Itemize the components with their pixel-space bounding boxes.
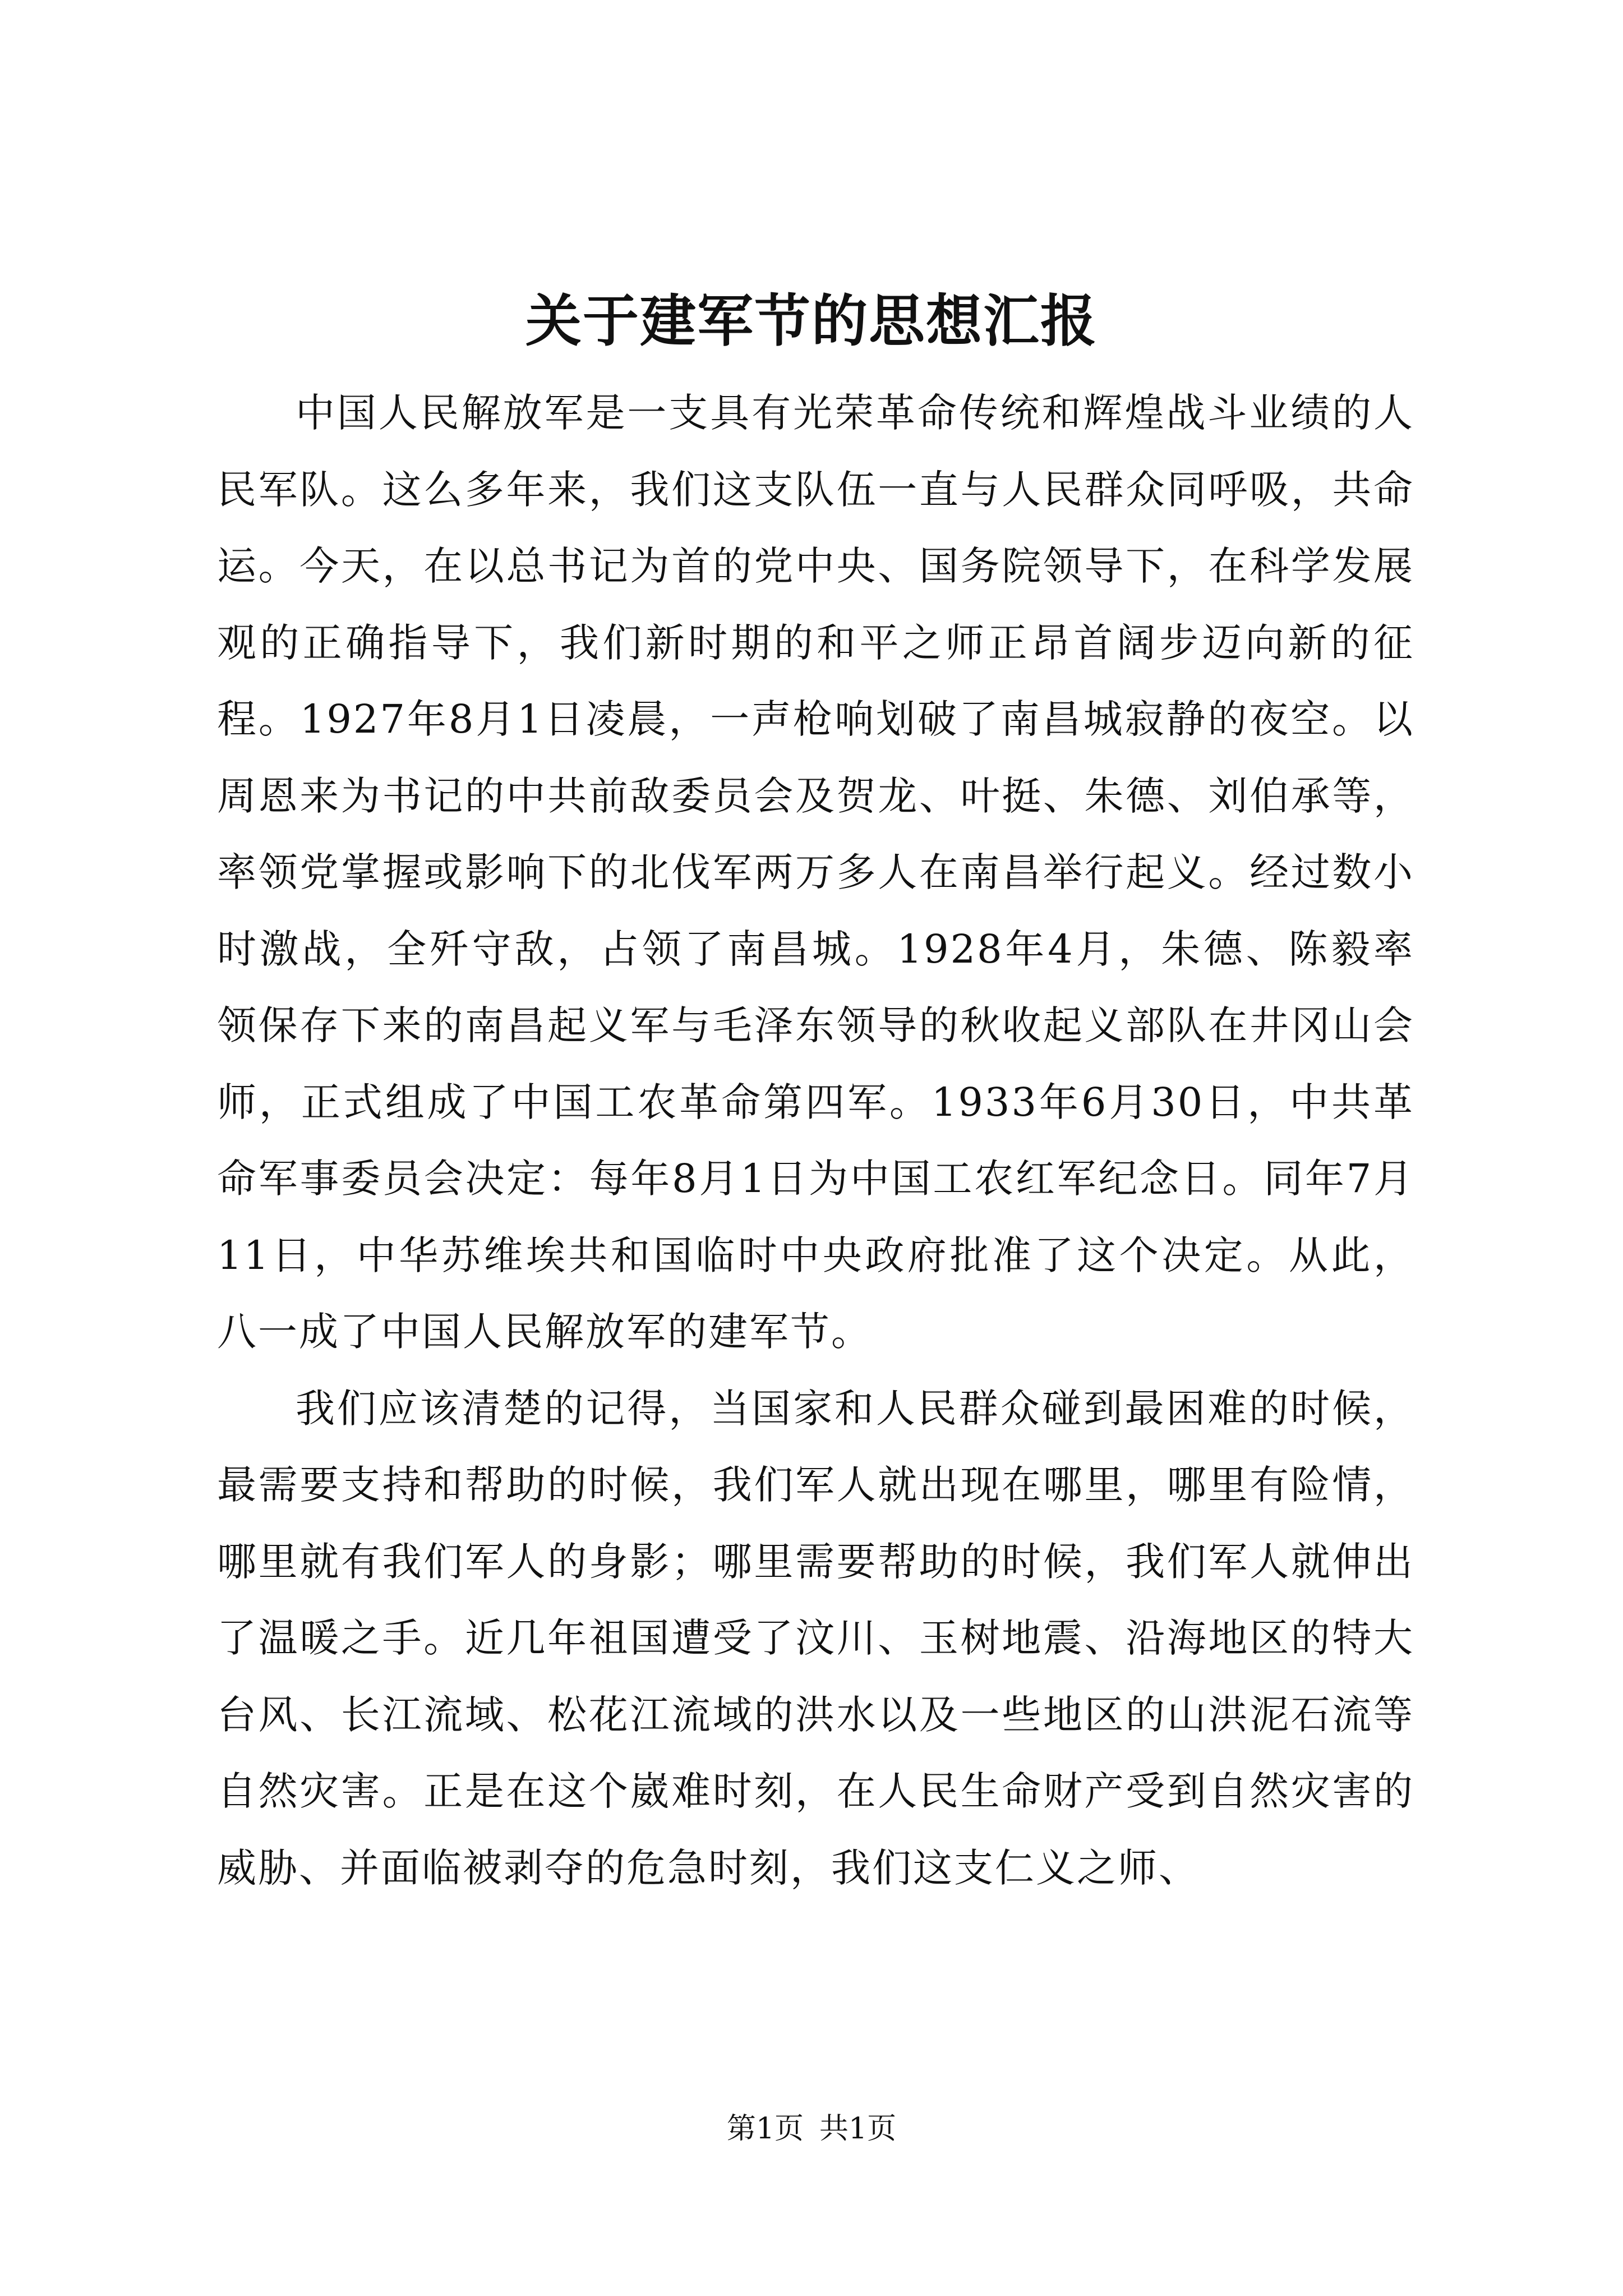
page-number-total: 共1页 — [819, 2112, 897, 2146]
paragraph-1: 中国人民解放军是一支具有光荣革命传统和辉煌战斗业绩的人民军队。这么多年来，我们这支队伍一直与人民群众同呼吸，共命运。今天，在以总书记为首的党中央、国务院领导下，在科学发展观的正确指导下，我们新时期的和平之师正昂首阔步迈向新的征程。1927年8月1日凌晨，一声枪响划破了南昌城寂静的夜空。以周恩来为书记的中共前敌委员会及贺龙、叶挺、朱德、刘伯承等，率领党掌握或影响下的北伐军两万多人在南昌举行起义。经过数小时激战，全歼守敌，占领了南昌城。1928年4月，朱德、陈毅率领保存下来的南昌起义军与毛泽东领导的秋收起义部队在井冈山会师，正式组成了中国工农革命第四军。1933年6月30日，中共革命军事委员会决定：每年8月1日为中国工农红军纪念日。同年7月11日，中华苏维埃共和国临时中央政府批准了这个决定。从此，八一成了中国人民解放军的建军节。 — [217, 390, 1414, 1355]
paragraph-2: 我们应该清楚的记得，当国家和人民群众碰到最困难的时候，最需要支持和帮助的时候，我们军人就出现在哪里，哪里有险情，哪里就有我们军人的身影；哪里需要帮助的时候，我们军人就伸出了温暖之手。近几年祖国遭受了汶川、玉树地震、沿海地区的特大台风、长江流域、松花江流域的洪水以及一些地区的山洪泥石流等自然灾害。正是在这个崴难时刻，在人民生命财产受到自然灾害的威胁、并面临被剥夺的危急时刻，我们这支仁义之师、 — [217, 1385, 1414, 1891]
page-number-current: 第1页 — [726, 2112, 804, 2146]
page-footer — [0, 2109, 1623, 2148]
document-title: 关于建军节的思想汇报 — [525, 288, 1098, 354]
document-body — [217, 375, 1414, 1906]
